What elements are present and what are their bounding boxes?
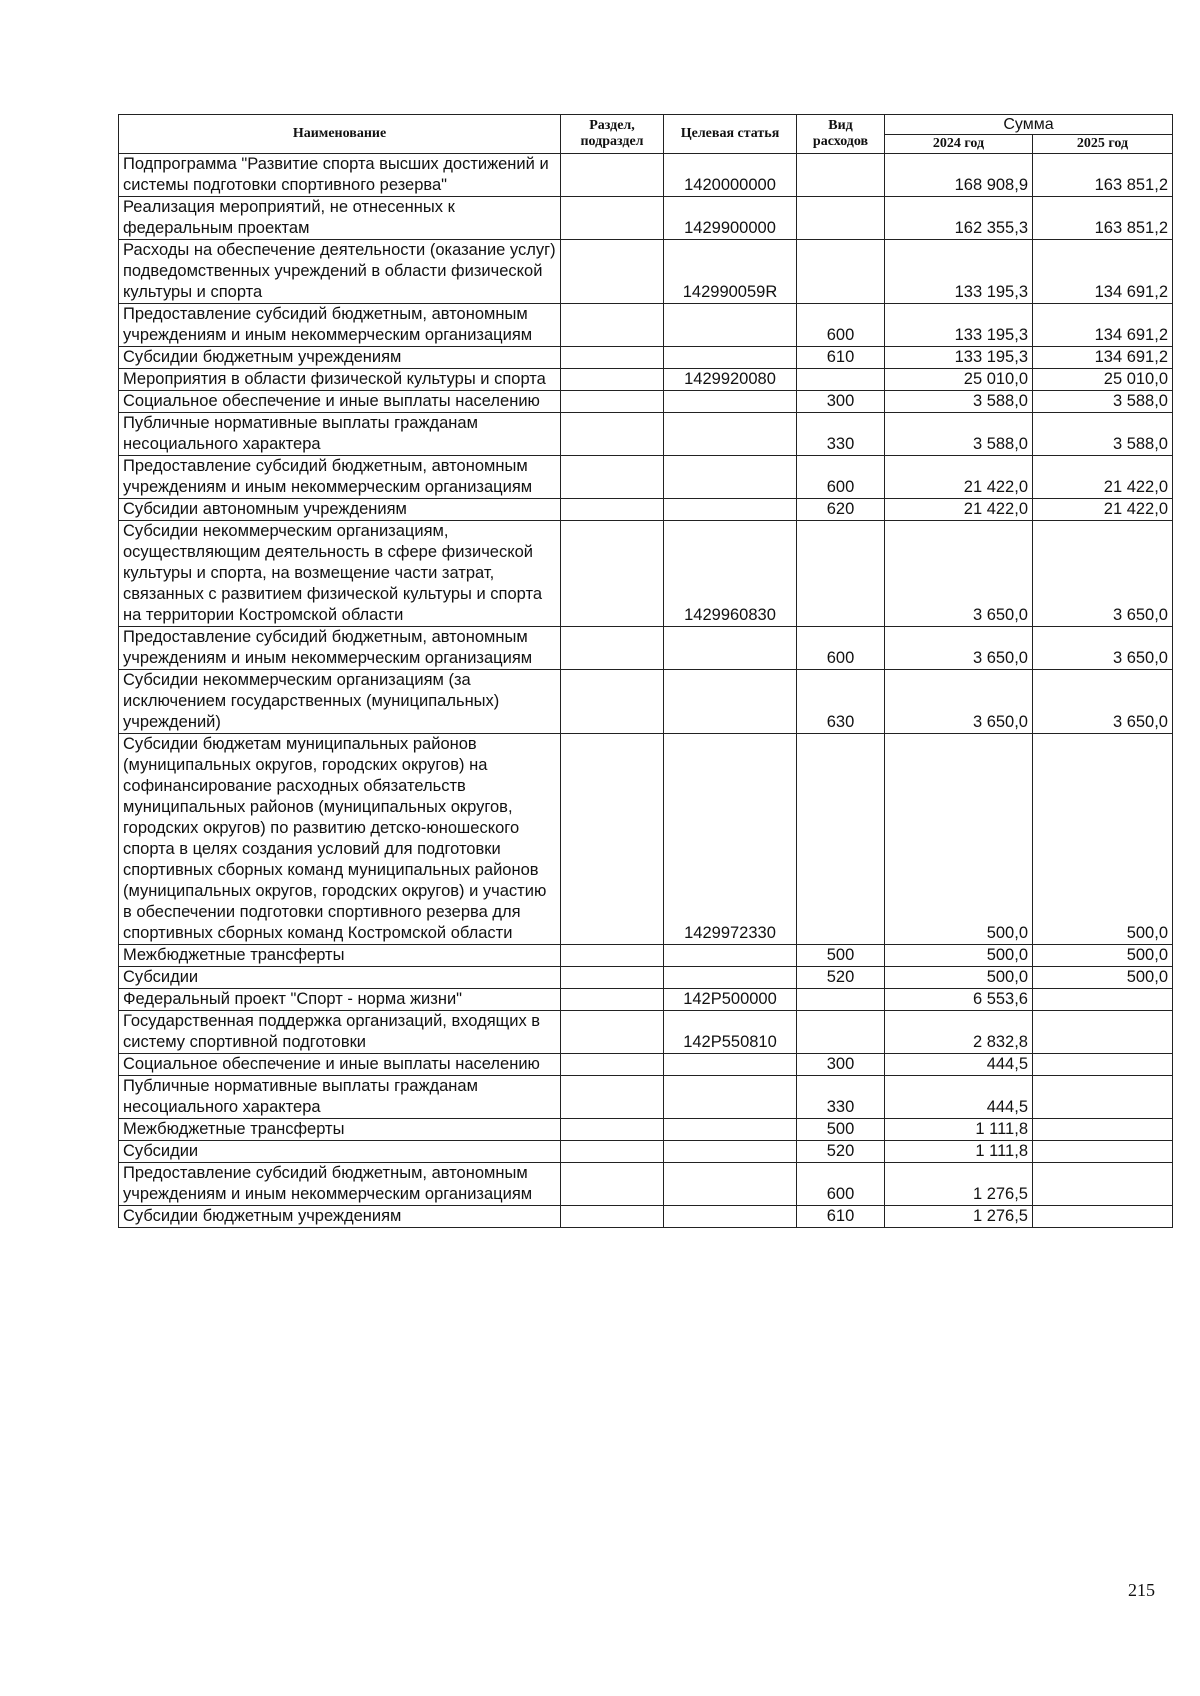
cell-sum-2025: 25 010,0 — [1033, 369, 1173, 391]
cell-sum-2024: 500,0 — [885, 945, 1033, 967]
cell-name: Предоставление субсидий бюджетным, автономным учреждениям и иным некоммерческим организациям — [119, 456, 561, 499]
cell-sum-2024: 500,0 — [885, 734, 1033, 945]
cell-sum-2025: 3 650,0 — [1033, 627, 1173, 670]
cell-name: Межбюджетные трансферты — [119, 1119, 561, 1141]
cell-section — [561, 1163, 664, 1206]
cell-name: Предоставление субсидий бюджетным, автономным учреждениям и иным некоммерческим организациям — [119, 627, 561, 670]
cell-section — [561, 1054, 664, 1076]
cell-sum-2024: 3 588,0 — [885, 391, 1033, 413]
table-row — [119, 499, 1173, 521]
cell-sum-2024: 3 588,0 — [885, 413, 1033, 456]
cell-type: 300 — [797, 391, 885, 413]
header-target: Целевая статья — [664, 115, 797, 154]
header-sum: Сумма — [885, 115, 1173, 135]
table-row — [119, 945, 1173, 967]
cell-sum-2025: 134 691,2 — [1033, 240, 1173, 304]
table-row — [119, 1163, 1173, 1206]
cell-sum-2025 — [1033, 1076, 1173, 1119]
table-header — [119, 115, 1173, 154]
cell-target — [664, 456, 797, 499]
cell-section — [561, 1011, 664, 1054]
cell-target — [664, 1054, 797, 1076]
cell-sum-2024: 3 650,0 — [885, 670, 1033, 734]
table-row — [119, 369, 1173, 391]
table-row — [119, 1054, 1173, 1076]
cell-type: 330 — [797, 413, 885, 456]
cell-name: Социальное обеспечение и иные выплаты населению — [119, 391, 561, 413]
cell-section — [561, 1076, 664, 1119]
cell-sum-2025: 3 650,0 — [1033, 670, 1173, 734]
cell-sum-2025: 134 691,2 — [1033, 347, 1173, 369]
cell-target: 1420000000 — [664, 154, 797, 197]
cell-type: 620 — [797, 499, 885, 521]
cell-section — [561, 391, 664, 413]
page-number: 215 — [1128, 1580, 1155, 1600]
table-body — [119, 154, 1173, 1228]
cell-sum-2024: 1 276,5 — [885, 1206, 1033, 1228]
table-row — [119, 1141, 1173, 1163]
cell-type: 330 — [797, 1076, 885, 1119]
cell-target: 142990059R — [664, 240, 797, 304]
cell-sum-2024: 1 111,8 — [885, 1119, 1033, 1141]
table-row — [119, 413, 1173, 456]
cell-section — [561, 670, 664, 734]
cell-target — [664, 1163, 797, 1206]
cell-sum-2025: 3 650,0 — [1033, 521, 1173, 627]
cell-sum-2025 — [1033, 1054, 1173, 1076]
table-row — [119, 1206, 1173, 1228]
header-section: Раздел, подраздел — [561, 115, 664, 154]
header-type: Вид расходов — [797, 115, 885, 154]
table-row — [119, 391, 1173, 413]
cell-type — [797, 154, 885, 197]
cell-type: 600 — [797, 456, 885, 499]
cell-name: Публичные нормативные выплаты гражданам несоциального характера — [119, 1076, 561, 1119]
cell-sum-2025: 21 422,0 — [1033, 499, 1173, 521]
cell-type — [797, 240, 885, 304]
cell-section — [561, 240, 664, 304]
cell-type — [797, 521, 885, 627]
table-row — [119, 670, 1173, 734]
cell-name: Межбюджетные трансферты — [119, 945, 561, 967]
table-row — [119, 967, 1173, 989]
cell-name: Субсидии бюджетам муниципальных районов (муниципальных округов, городских округов) на софинансирование расходных обязательств муниципальных районов (муниципальных округов, городских округов) по развитию детско-юношеского спорта в целях создания условий для подготовки спортивных сборных команд муниципальных районов (муниципальных округов, городских округов) и участию в обеспечении подготовки спортивного резерва для спортивных сборных команд Костромской области — [119, 734, 561, 945]
table-row — [119, 1119, 1173, 1141]
budget-table — [118, 114, 1173, 1228]
table-row — [119, 627, 1173, 670]
cell-sum-2024: 3 650,0 — [885, 521, 1033, 627]
cell-sum-2025 — [1033, 1163, 1173, 1206]
header-year-2025: 2025 год — [1033, 135, 1173, 154]
cell-sum-2025: 500,0 — [1033, 734, 1173, 945]
cell-type — [797, 1011, 885, 1054]
cell-sum-2024: 444,5 — [885, 1054, 1033, 1076]
table-row — [119, 734, 1173, 945]
cell-type: 520 — [797, 967, 885, 989]
cell-type: 600 — [797, 1163, 885, 1206]
cell-sum-2025 — [1033, 1206, 1173, 1228]
cell-name: Мероприятия в области физической культуры и спорта — [119, 369, 561, 391]
cell-type: 500 — [797, 1119, 885, 1141]
cell-section — [561, 154, 664, 197]
cell-target — [664, 1141, 797, 1163]
cell-section — [561, 521, 664, 627]
cell-name: Публичные нормативные выплаты гражданам несоциального характера — [119, 413, 561, 456]
table-row — [119, 347, 1173, 369]
cell-type — [797, 989, 885, 1011]
cell-target: 142Р550810 — [664, 1011, 797, 1054]
cell-target — [664, 499, 797, 521]
cell-sum-2025: 21 422,0 — [1033, 456, 1173, 499]
cell-section — [561, 197, 664, 240]
cell-sum-2024: 21 422,0 — [885, 499, 1033, 521]
cell-sum-2024: 1 276,5 — [885, 1163, 1033, 1206]
table-row — [119, 197, 1173, 240]
cell-section — [561, 456, 664, 499]
header-year-2024: 2024 год — [885, 135, 1033, 154]
table-row — [119, 456, 1173, 499]
cell-target — [664, 1119, 797, 1141]
cell-section — [561, 1119, 664, 1141]
header-name: Наименование — [119, 115, 561, 154]
table-row — [119, 989, 1173, 1011]
cell-target: 142Р500000 — [664, 989, 797, 1011]
cell-sum-2025 — [1033, 1011, 1173, 1054]
cell-target — [664, 304, 797, 347]
cell-sum-2024: 2 832,8 — [885, 1011, 1033, 1054]
cell-section — [561, 945, 664, 967]
cell-target — [664, 945, 797, 967]
table-row — [119, 521, 1173, 627]
cell-sum-2024: 25 010,0 — [885, 369, 1033, 391]
cell-target — [664, 1076, 797, 1119]
cell-type — [797, 197, 885, 240]
cell-name: Субсидии некоммерческим организациям, осуществляющим деятельность в сфере физической культуры и спорта, на возмещение части затрат, связанных с развитием физической культуры и спорта на территории Костромской области — [119, 521, 561, 627]
cell-name: Расходы на обеспечение деятельности (оказание услуг) подведомственных учреждений в области физической культуры и спорта — [119, 240, 561, 304]
cell-name: Субсидии некоммерческим организациям (за исключением государственных (муниципальных) учреждений) — [119, 670, 561, 734]
cell-name: Федеральный проект "Спорт - норма жизни" — [119, 989, 561, 1011]
cell-name: Предоставление субсидий бюджетным, автономным учреждениям и иным некоммерческим организациям — [119, 1163, 561, 1206]
cell-section — [561, 989, 664, 1011]
cell-sum-2025: 3 588,0 — [1033, 391, 1173, 413]
cell-sum-2024: 21 422,0 — [885, 456, 1033, 499]
cell-sum-2024: 162 355,3 — [885, 197, 1033, 240]
table-row — [119, 154, 1173, 197]
cell-name: Социальное обеспечение и иные выплаты населению — [119, 1054, 561, 1076]
cell-target: 1429972330 — [664, 734, 797, 945]
cell-section — [561, 734, 664, 945]
cell-type: 610 — [797, 1206, 885, 1228]
cell-section — [561, 304, 664, 347]
cell-target — [664, 391, 797, 413]
cell-sum-2025 — [1033, 1119, 1173, 1141]
cell-sum-2024: 1 111,8 — [885, 1141, 1033, 1163]
cell-name: Реализация мероприятий, не отнесенных к федеральным проектам — [119, 197, 561, 240]
table-row — [119, 1011, 1173, 1054]
cell-sum-2025: 3 588,0 — [1033, 413, 1173, 456]
cell-name: Субсидии бюджетным учреждениям — [119, 1206, 561, 1228]
cell-target — [664, 627, 797, 670]
cell-sum-2024: 500,0 — [885, 967, 1033, 989]
cell-section — [561, 1206, 664, 1228]
cell-name: Государственная поддержка организаций, входящих в систему спортивной подготовки — [119, 1011, 561, 1054]
cell-name: Субсидии — [119, 1141, 561, 1163]
cell-sum-2024: 133 195,3 — [885, 240, 1033, 304]
cell-type: 600 — [797, 627, 885, 670]
cell-type: 610 — [797, 347, 885, 369]
cell-type: 520 — [797, 1141, 885, 1163]
cell-target — [664, 347, 797, 369]
cell-target — [664, 1206, 797, 1228]
cell-target — [664, 413, 797, 456]
cell-sum-2025: 134 691,2 — [1033, 304, 1173, 347]
cell-sum-2025: 163 851,2 — [1033, 197, 1173, 240]
cell-section — [561, 967, 664, 989]
cell-name: Предоставление субсидий бюджетным, автономным учреждениям и иным некоммерческим организациям — [119, 304, 561, 347]
cell-sum-2024: 6 553,6 — [885, 989, 1033, 1011]
cell-sum-2024: 444,5 — [885, 1076, 1033, 1119]
cell-name: Субсидии — [119, 967, 561, 989]
cell-name: Субсидии автономным учреждениям — [119, 499, 561, 521]
table-row — [119, 304, 1173, 347]
cell-sum-2025: 500,0 — [1033, 967, 1173, 989]
cell-sum-2024: 133 195,3 — [885, 347, 1033, 369]
table-row — [119, 240, 1173, 304]
cell-sum-2024: 133 195,3 — [885, 304, 1033, 347]
cell-type — [797, 734, 885, 945]
cell-section — [561, 347, 664, 369]
cell-sum-2024: 3 650,0 — [885, 627, 1033, 670]
cell-type: 300 — [797, 1054, 885, 1076]
cell-sum-2025: 163 851,2 — [1033, 154, 1173, 197]
cell-target: 1429920080 — [664, 369, 797, 391]
cell-type: 600 — [797, 304, 885, 347]
cell-sum-2024: 168 908,9 — [885, 154, 1033, 197]
cell-target — [664, 967, 797, 989]
cell-sum-2025 — [1033, 1141, 1173, 1163]
cell-name: Субсидии бюджетным учреждениям — [119, 347, 561, 369]
cell-section — [561, 499, 664, 521]
cell-section — [561, 627, 664, 670]
cell-type: 630 — [797, 670, 885, 734]
cell-name: Подпрограмма "Развитие спорта высших достижений и системы подготовки спортивного резерва" — [119, 154, 561, 197]
cell-section — [561, 413, 664, 456]
cell-sum-2025 — [1033, 989, 1173, 1011]
cell-type — [797, 369, 885, 391]
cell-target: 1429900000 — [664, 197, 797, 240]
cell-target — [664, 670, 797, 734]
cell-type: 500 — [797, 945, 885, 967]
cell-target: 1429960830 — [664, 521, 797, 627]
table-row — [119, 1076, 1173, 1119]
cell-sum-2025: 500,0 — [1033, 945, 1173, 967]
cell-section — [561, 1141, 664, 1163]
cell-section — [561, 369, 664, 391]
